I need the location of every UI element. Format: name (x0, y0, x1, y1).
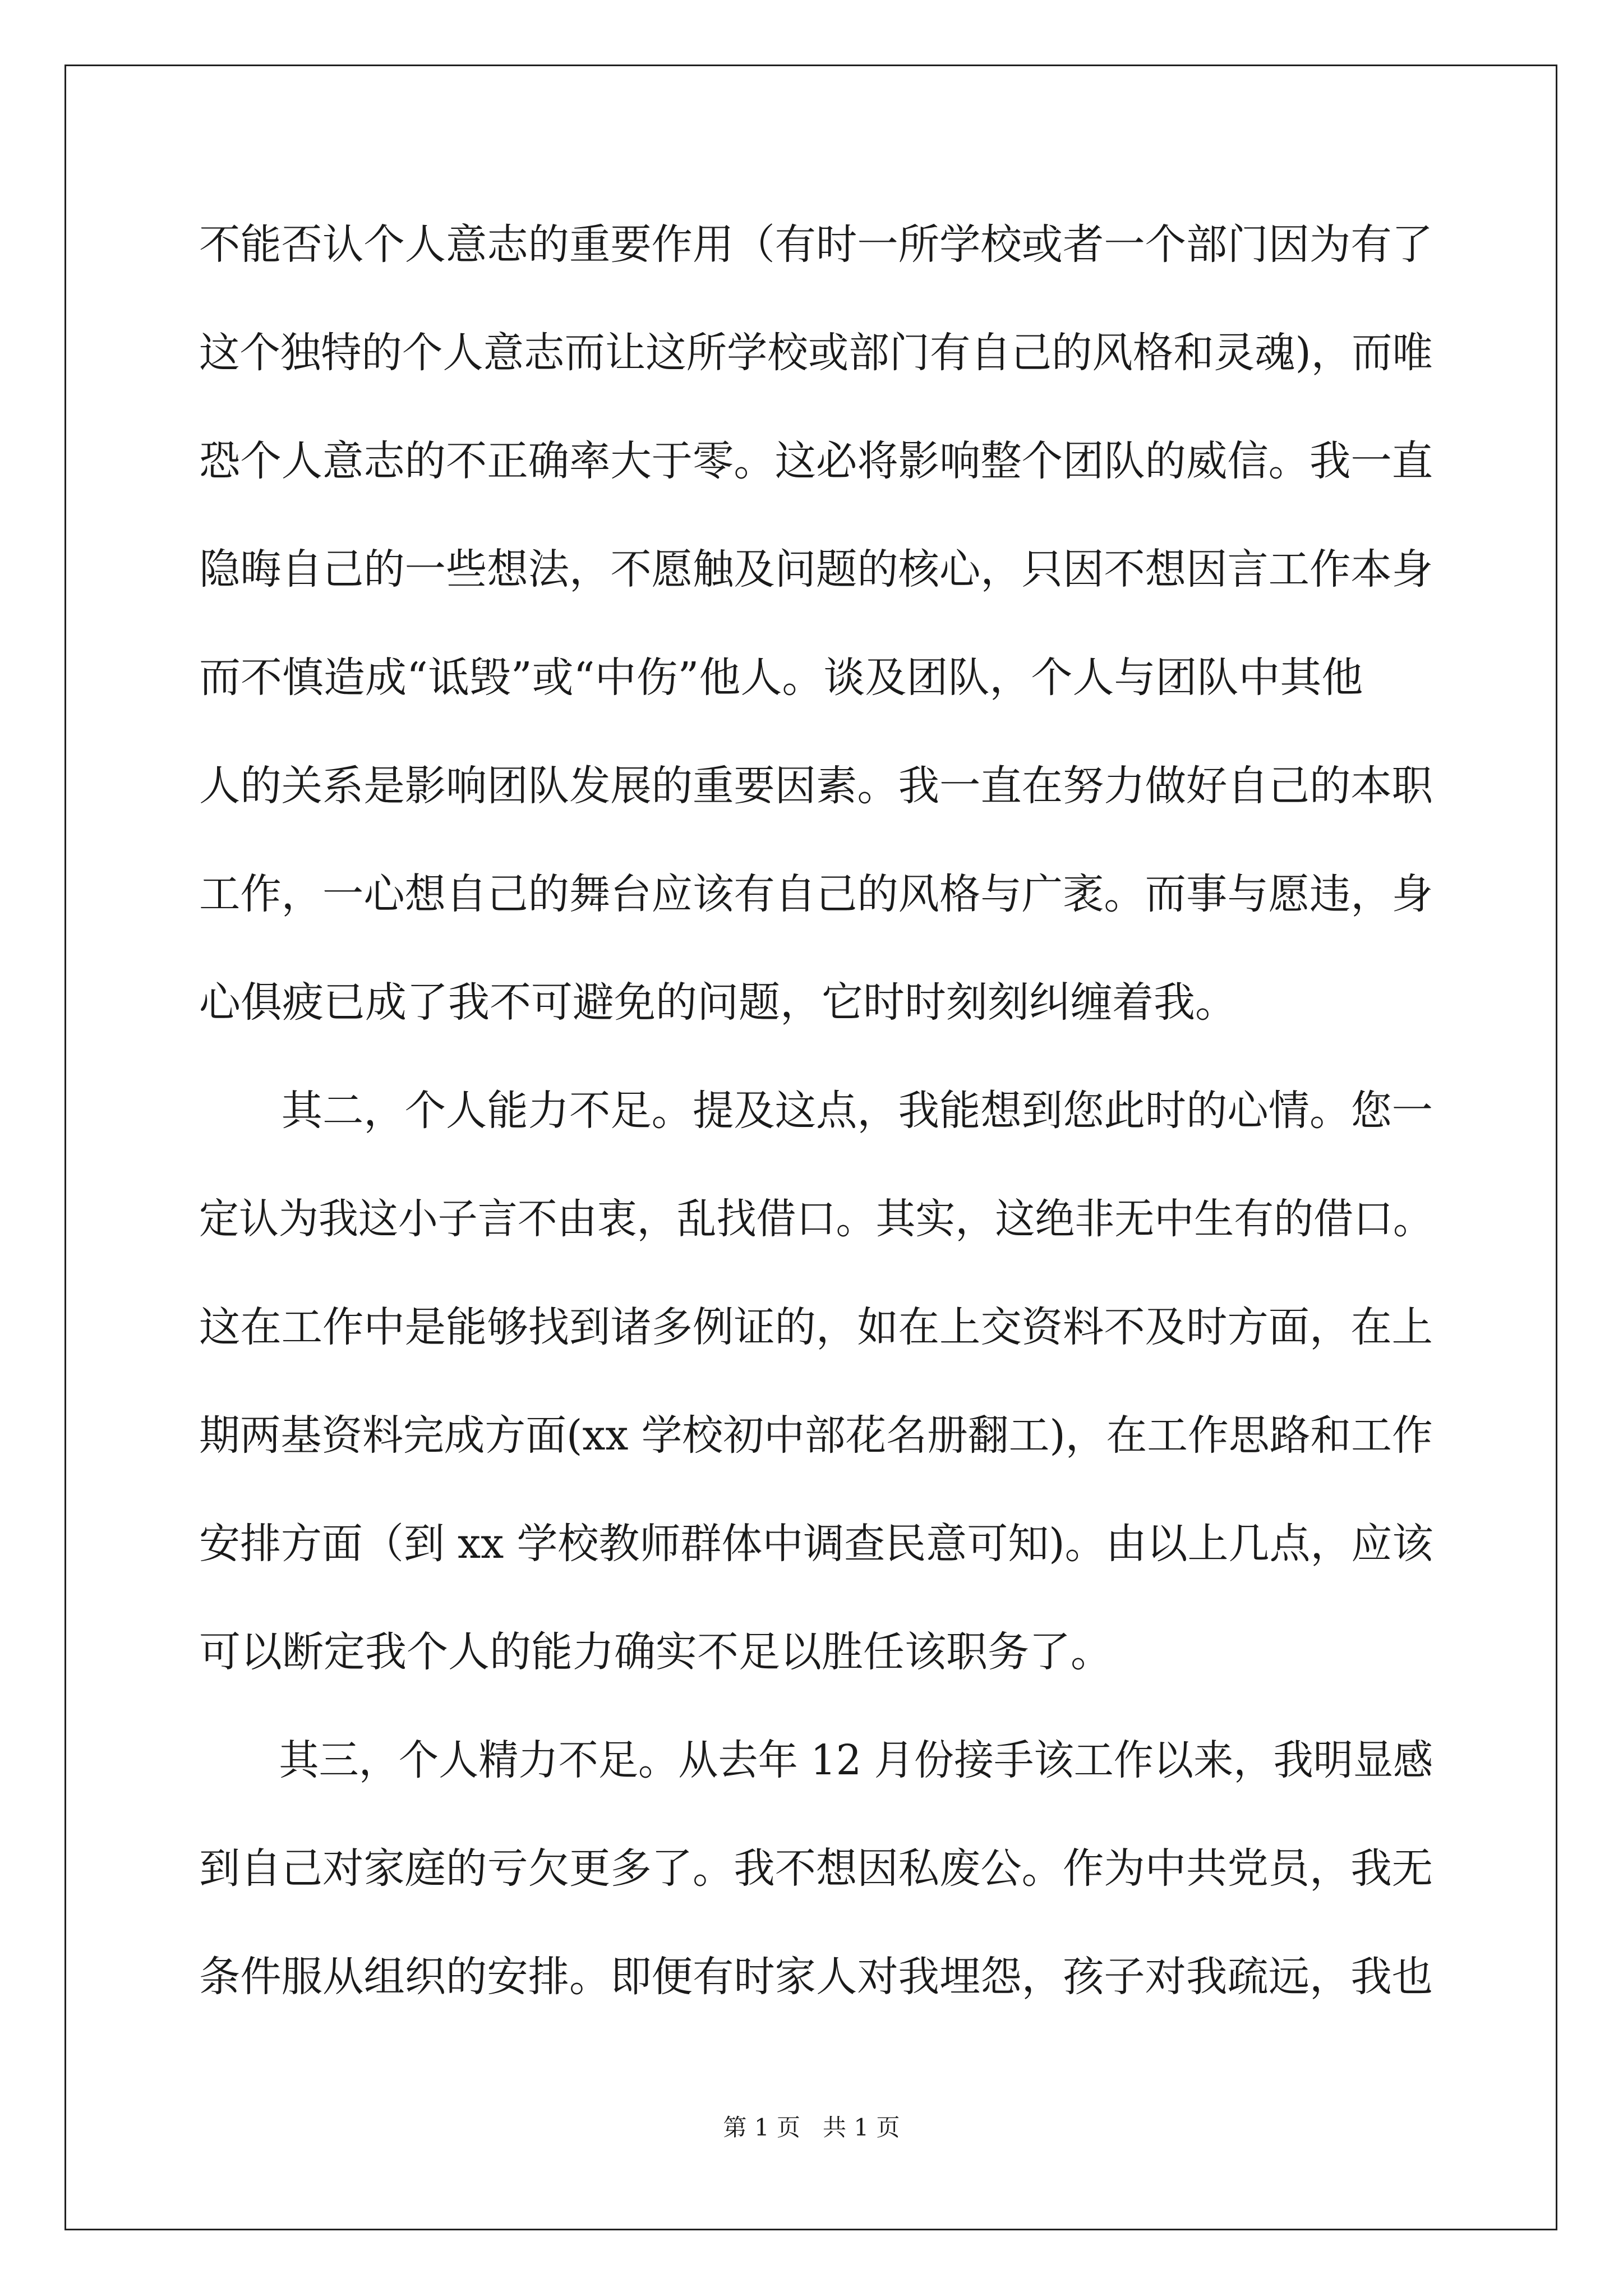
text-line: 而不慎造成“诋毁”或“中伤”他人。谈及团队，个人与团队中其他 (199, 654, 1363, 702)
text-line: 恐个人意志的不正确率大于零。这必将影响整个团队的威信。我一直 (199, 437, 1433, 485)
page-footer: 第 1 页 共 1 页 (723, 2114, 900, 2141)
text-line: 其三，个人精力不足。从去年 12 月份接手该工作以来，我明显感 (199, 1736, 1433, 1784)
text-line: 期两基资料完成方面(xx 学校初中部花名册翻工)，在工作思路和工作 (199, 1411, 1433, 1460)
text-line: 定认为我这小子言不由衷，乱找借口。其实，这绝非无中生有的借口。 (199, 1195, 1433, 1243)
text-line: 人的关系是影响团队发展的重要因素。我一直在努力做好自己的本职 (199, 762, 1433, 810)
text-line: 不能否认个人意志的重要作用（有时一所学校或者一个部门因为有了 (199, 220, 1433, 269)
text-line: 这在工作中是能够找到诸多例证的，如在上交资料不及时方面，在上 (199, 1303, 1433, 1351)
text-line: 到自己对家庭的亏欠更多了。我不想因私废公。作为中共党员，我无 (199, 1844, 1433, 1893)
text-line: 心俱疲已成了我不可避免的问题，它时时刻刻纠缠着我。 (199, 978, 1237, 1027)
text-line: 条件服从组织的安排。即便有时家人对我埋怨，孩子对我疏远，我也 (199, 1953, 1433, 2001)
text-line: 这个独特的个人意志而让这所学校或部门有自己的风格和灵魂)，而唯 (199, 329, 1433, 377)
text-line: 可以断定我个人的能力确实不足以胜任该职务了。 (199, 1628, 1112, 1676)
document-body (199, 191, 1433, 2031)
text-line: 安排方面（到 xx 学校教师群体中调查民意可知)。由以上几点，应该 (199, 1520, 1433, 1568)
text-line: 其二，个人能力不足。提及这点，我能想到您此时的心情。您一 (199, 1087, 1433, 1135)
text-line: 隐晦自己的一些想法，不愿触及问题的核心，只因不想因言工作本身 (199, 545, 1433, 593)
text-line: 工作，一心想自己的舞台应该有自己的风格与广袤。而事与愿违，身 (199, 870, 1433, 918)
